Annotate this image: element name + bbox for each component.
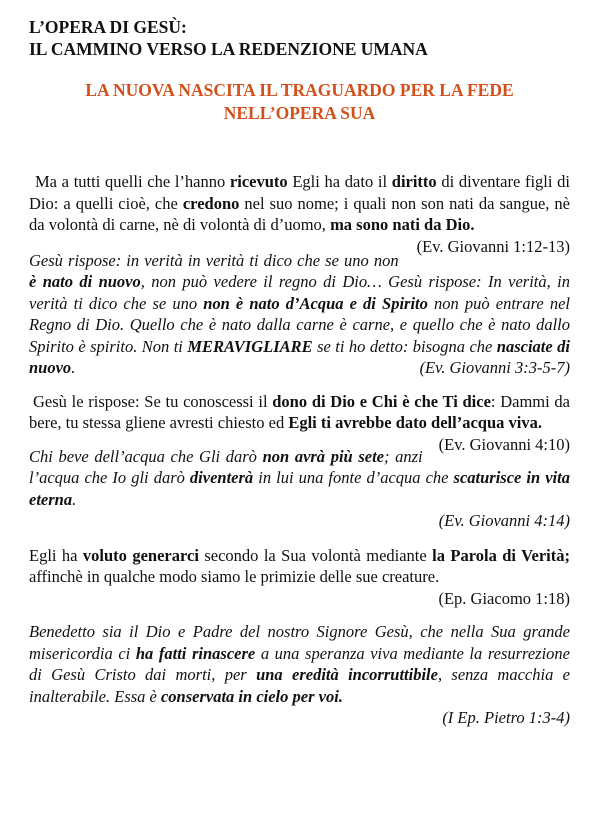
scripture-reference: (Ev. Giovanni 4:10) <box>438 434 570 454</box>
text-segment: : Dammi da bere, tu stessa gliene avresti chiesto ed <box>29 391 570 432</box>
emphasis: scaturisce in vita eterna <box>29 468 570 509</box>
emphasis: non è nato d’Acqua e di Spirito <box>203 293 428 313</box>
text-segment: , senza macchia e inalterabile. Essa è <box>29 665 571 706</box>
text-segment: nel suo nome; i quali non son nati da sangue, nè da volontà di carne, nè di volontà di d’uomo, <box>29 193 570 234</box>
text-segment: , non può vedere il regno di Dio… Gesù rispose: In verità, in verità ti dico che se uno <box>29 272 570 313</box>
emphasis: credono <box>182 193 240 213</box>
emphasis: MERAVIGLIARE <box>187 336 313 356</box>
emphasis: ricevuto <box>229 172 288 191</box>
emphasis: dono di Dio e Chi è che Ti dice <box>272 391 491 411</box>
passage-giovanni-4-10 <box>29 391 570 454</box>
text-segment: . <box>72 489 77 509</box>
emphasis: la Parola di Verità; <box>432 545 571 565</box>
heading-line-2: IL CAMMINO VERSO LA REDENZIONE UMANA <box>29 39 428 59</box>
document-heading <box>29 16 570 60</box>
text-segment: a una speranza viva mediante la resurrezione di Gesù Cristo dai morti, per <box>29 643 571 684</box>
passage-giovanni-3-3 <box>29 250 570 379</box>
scripture-reference: (Ev. Giovanni 1:12-13) <box>416 236 570 256</box>
text-segment: affinchè in qualche modo siamo le primizie delle sue creature. <box>29 567 440 586</box>
text-segment: Egli ha dato il <box>287 172 392 191</box>
passage-pietro-1-3 <box>29 621 570 729</box>
passage-giacomo-1-18 <box>29 545 570 610</box>
text-segment: di diventare figli di Dio: a quelli cioè, che <box>29 172 570 213</box>
text-segment: in lui una fonte d’acqua che <box>253 468 454 487</box>
text-segment: Gesù rispose: in verità in verità ti dico che se uno non <box>29 250 399 270</box>
heading-line-1: L’OPERA DI GESÙ: <box>29 17 187 37</box>
text-segment: Ma a tutti quelli che l’hanno <box>35 172 230 191</box>
emphasis: non avrà più sete <box>262 446 384 466</box>
scripture-reference: (I Ep. Pietro 1:3-4) <box>442 708 570 727</box>
emphasis: diritto <box>391 172 437 191</box>
text-segment: Benedetto sia il Dio e Padre del nostro Signore Gesù, che nella Sua grande misericordia ci <box>29 622 570 663</box>
emphasis: una eredità incorruttibile <box>256 665 438 684</box>
emphasis: è nato di nuovo <box>29 272 141 291</box>
text-segment: Egli ha <box>29 545 83 565</box>
emphasis: ma sono nati da Dio. <box>330 215 475 234</box>
emphasis: diventerà <box>189 468 254 487</box>
text-segment: Chi beve dell’acqua che Gli darò <box>29 446 263 466</box>
emphasis: ha fatti rinascere <box>135 643 256 663</box>
passage-giovanni-4-14 <box>29 446 570 532</box>
emphasis: conservata in cielo per voi. <box>160 686 343 706</box>
text-segment: se ti ho detto: bisogna che <box>312 336 497 356</box>
subtitle-line-2: NELL’OPERA SUA <box>223 103 376 123</box>
scripture-reference: (Ep. Giacomo 1:18) <box>438 588 570 608</box>
passage-giovanni-1-12 <box>29 171 570 256</box>
text-segment: Gesù le rispose: Se tu conoscessi il <box>33 391 273 411</box>
document-subtitle <box>29 79 570 125</box>
text-segment: non può entrare nel Regno di Dio. Quello che è nato dalla carne è carne, e quello che è nato dallo Spirito è spirito. Non ti <box>29 293 570 356</box>
emphasis: voluto generarci <box>82 545 199 565</box>
text-segment: secondo la Sua volontà mediante <box>198 545 433 565</box>
subtitle-line-1: LA NUOVA NASCITA IL TRAGUARDO PER LA FEDE <box>85 80 514 100</box>
scripture-reference: (Ev. Giovanni 3:3-5-7) <box>419 358 570 377</box>
emphasis: Egli ti avrebbe dato dell’acqua viva. <box>288 413 542 432</box>
scripture-reference: (Ev. Giovanni 4:14) <box>438 511 570 530</box>
text-segment: ; anzi l’acqua che Io gli darò <box>29 446 423 487</box>
emphasis: nasciate di nuovo <box>29 336 570 377</box>
text-segment: . <box>71 358 76 377</box>
